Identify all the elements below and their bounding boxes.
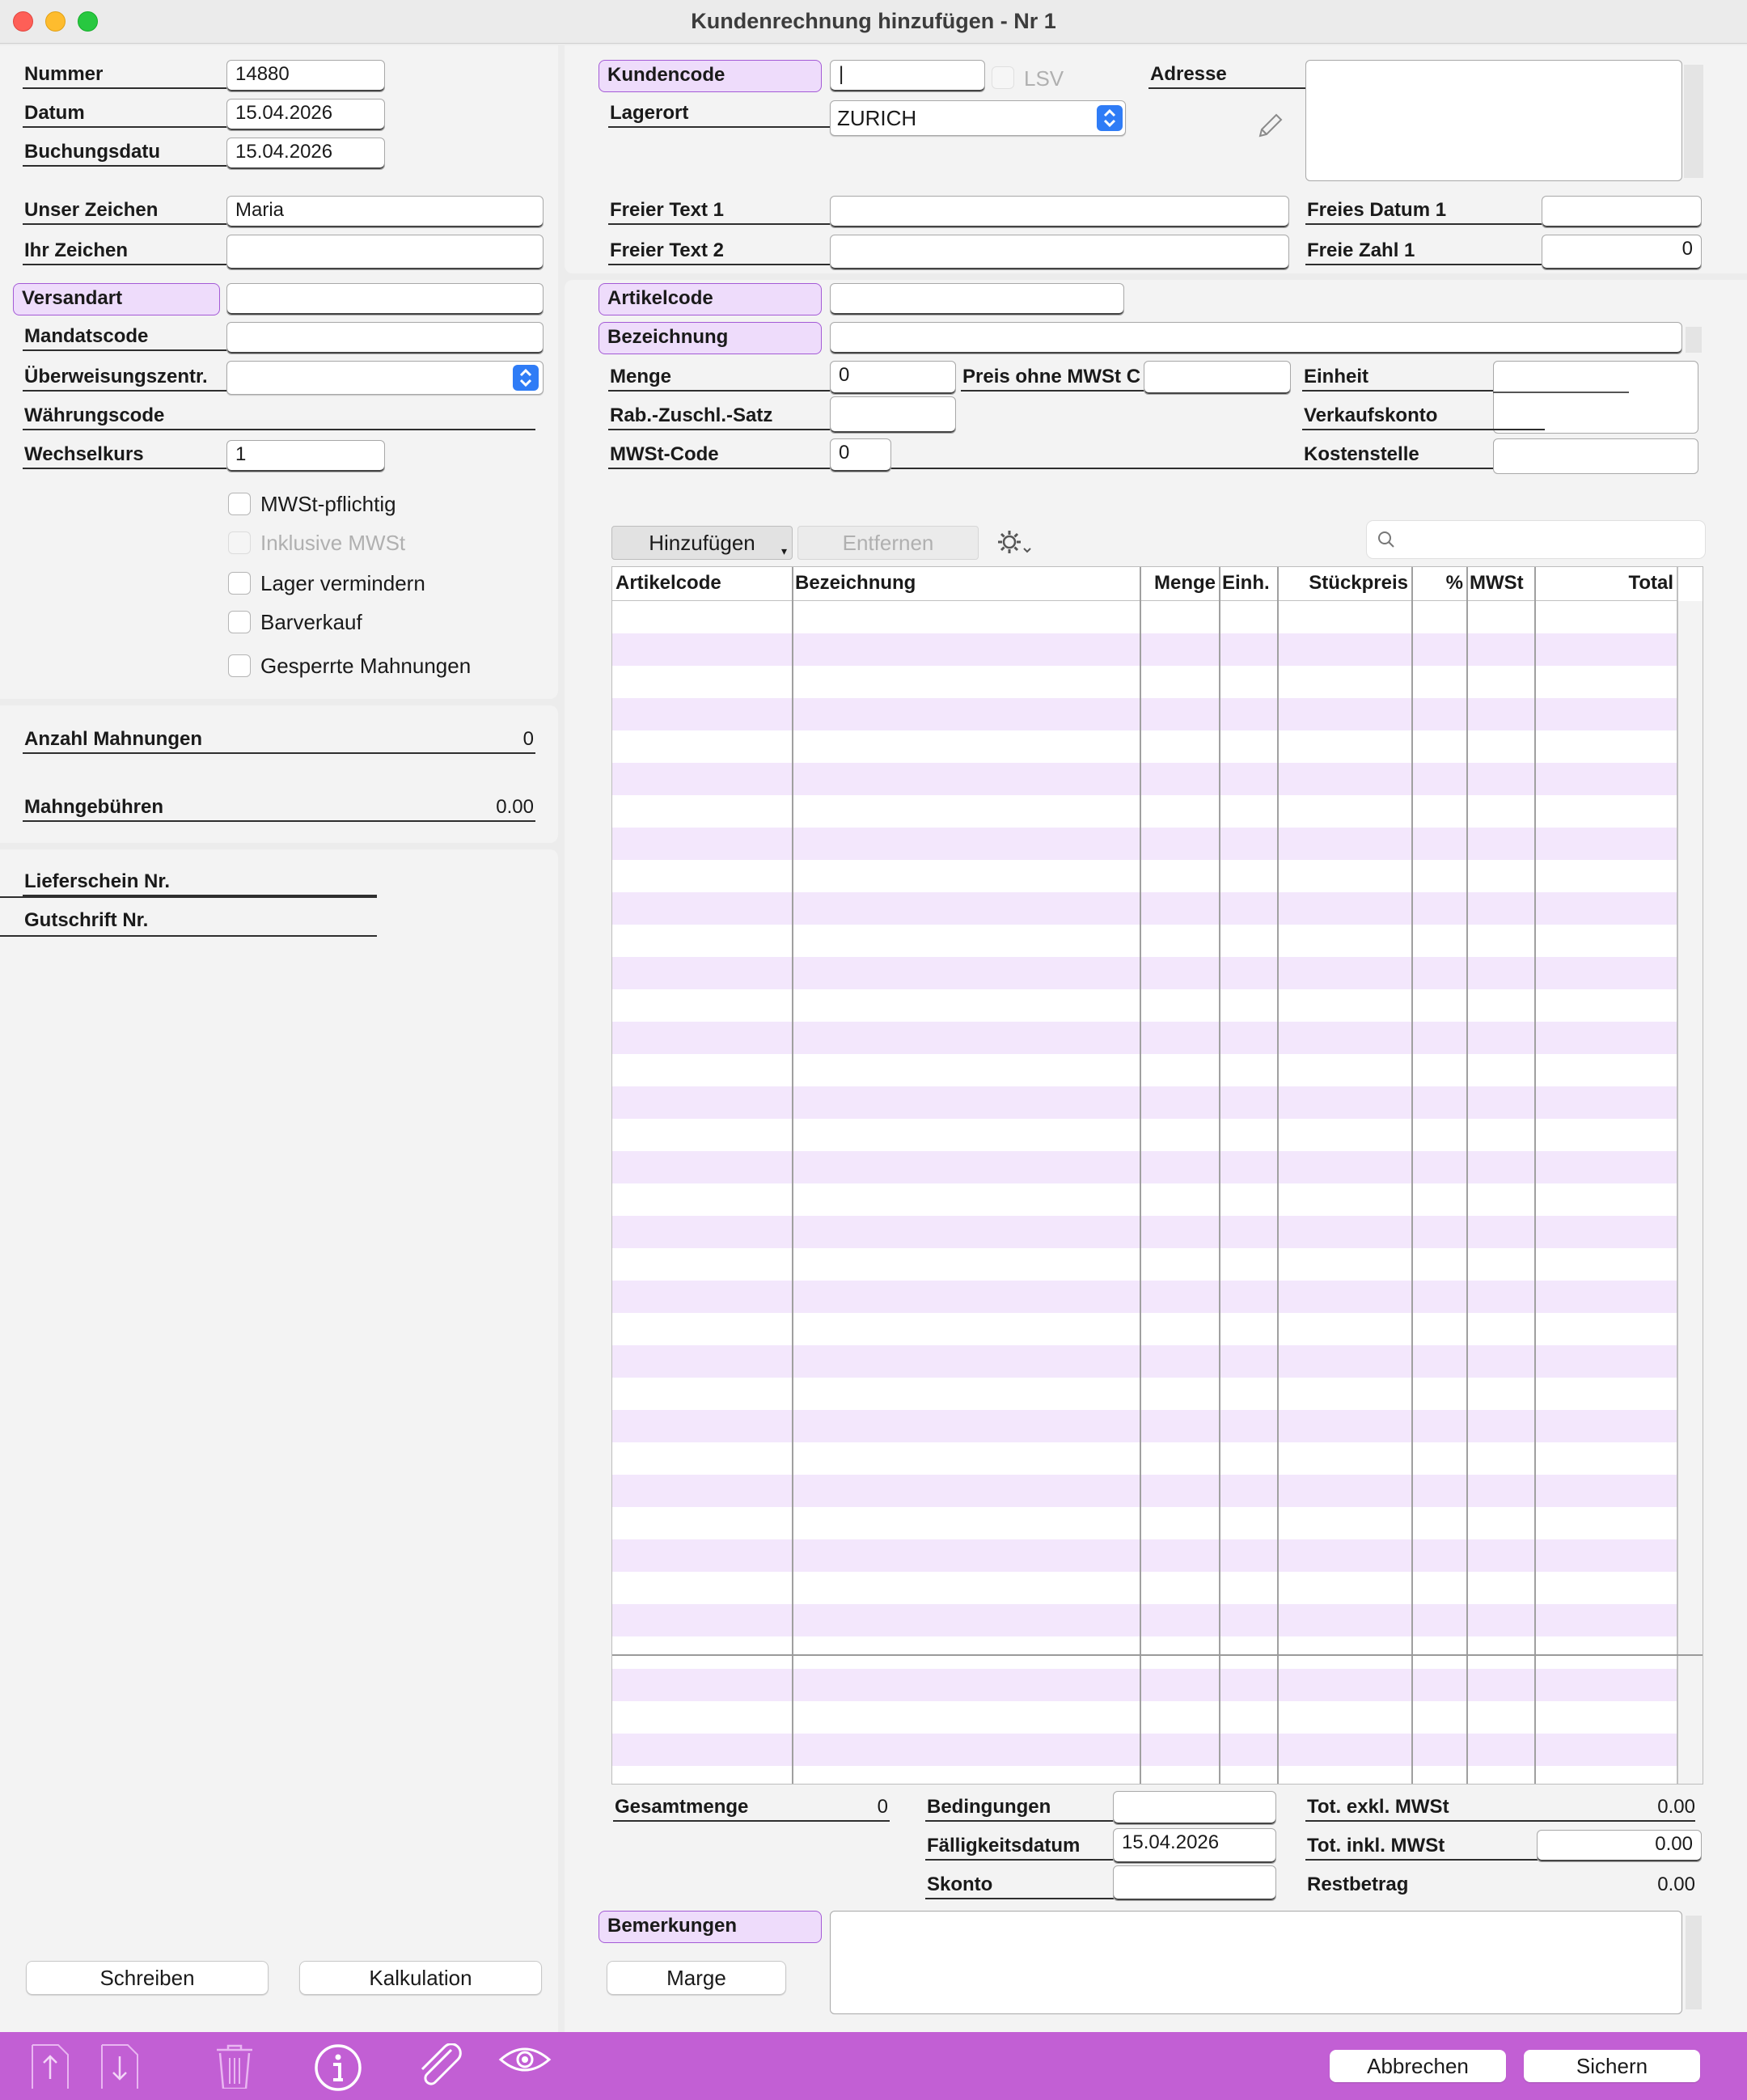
gesperrte-mahnungen-checkbox[interactable] (228, 654, 251, 677)
table-row[interactable] (612, 1119, 1677, 1151)
entfernen-button[interactable]: Entfernen (797, 526, 979, 560)
table-divider (612, 1654, 1703, 1656)
restbetrag-label: Restbetrag (1307, 1873, 1409, 1895)
verkaufskonto-label: Verkaufskonto (1302, 401, 1545, 430)
freies-datum1-label: Freies Datum 1 (1305, 196, 1548, 225)
left-bottom-panel (0, 849, 558, 2032)
lsv-checkbox[interactable] (992, 66, 1014, 89)
wechselkurs-label: Wechselkurs (23, 440, 230, 469)
einheit-label: Einheit (1302, 362, 1545, 392)
col-menge[interactable]: Menge (1153, 572, 1216, 594)
ueberweisung-label: Überweisungszentr. (23, 362, 230, 392)
col-prozent[interactable]: % (1445, 572, 1463, 594)
menge-field[interactable]: 0 (830, 361, 956, 395)
lager-vermindern-checkbox[interactable] (228, 572, 251, 595)
mahngebuehren-value: 0.00 (496, 796, 534, 818)
adresse-label: Adresse (1148, 60, 1307, 89)
nummer-field[interactable]: 14880 (226, 60, 385, 92)
unser-zeichen-label: Unser Zeichen (23, 196, 230, 225)
mwst-code-label: MWSt-Code (608, 440, 1645, 469)
rabatt-field[interactable] (830, 396, 956, 434)
table-row[interactable] (612, 1410, 1677, 1442)
table-row[interactable] (612, 828, 1677, 860)
eye-icon[interactable] (498, 2043, 552, 2089)
hinzufuegen-label: Hinzufügen (649, 531, 755, 555)
pencil-icon[interactable] (1254, 110, 1286, 142)
divider (0, 896, 377, 898)
hinzufuegen-button[interactable] (611, 526, 793, 560)
divider (0, 935, 377, 937)
lsv-label: LSV (1024, 66, 1064, 91)
table-row[interactable] (612, 1604, 1677, 1636)
table-row[interactable] (612, 1701, 1677, 1734)
table-row[interactable] (612, 957, 1677, 989)
divider (1493, 392, 1629, 393)
cancel-button[interactable]: Abbrechen (1330, 2050, 1506, 2082)
select-arrows-icon[interactable] (513, 365, 539, 391)
lager-vermindern-label: Lager vermindern (260, 571, 425, 595)
table-row[interactable] (612, 1378, 1677, 1410)
preis-label: Preis ohne MWSt C (961, 362, 1145, 392)
column-divider (1466, 567, 1468, 1784)
col-total[interactable]: Total (1628, 572, 1673, 594)
lagerort-value: ZURICH (837, 106, 917, 130)
kalkulation-button[interactable]: Kalkulation (299, 1961, 542, 1995)
table-row[interactable] (612, 860, 1677, 892)
table-row[interactable] (612, 925, 1677, 957)
tot-exkl-label: Tot. exkl. MWSt (1305, 1793, 1695, 1822)
waehrungscode-label: Währungscode (23, 401, 535, 430)
freie-zahl1-label: Freie Zahl 1 (1305, 236, 1548, 265)
trash-icon[interactable] (212, 2043, 257, 2089)
datum-field[interactable]: 15.04.2026 (226, 99, 385, 131)
freie-zahl1-field[interactable]: 0 (1542, 235, 1702, 270)
inklusive-mwst-checkbox[interactable] (228, 531, 251, 554)
unser-zeichen-field[interactable]: Maria (226, 196, 544, 228)
table-row[interactable] (612, 730, 1677, 763)
bemerkungen-label[interactable]: Bemerkungen (599, 1911, 822, 1943)
mandatscode-field[interactable] (226, 322, 544, 354)
gesperrte-mahnungen-label: Gesperrte Mahnungen (260, 654, 472, 678)
search-input[interactable] (1367, 521, 1705, 558)
barverkauf-checkbox[interactable] (228, 611, 251, 633)
freier-text2-field[interactable] (830, 235, 1289, 270)
table-row[interactable] (612, 989, 1677, 1022)
table-row[interactable] (612, 795, 1677, 828)
tot-inkl-field[interactable]: 0.00 (1537, 1830, 1702, 1862)
info-icon[interactable] (314, 2043, 359, 2089)
mwst-pflichtig-checkbox[interactable] (228, 493, 251, 515)
versandart-label[interactable]: Versandart (13, 283, 220, 315)
paperclip-icon[interactable] (416, 2043, 461, 2089)
nummer-label: Nummer (23, 60, 230, 89)
table-row[interactable] (612, 1507, 1677, 1539)
table-row[interactable] (612, 892, 1677, 925)
gesamtmenge-value: 0 (877, 1796, 888, 1818)
adresse-field[interactable] (1305, 60, 1682, 181)
table-row[interactable] (612, 1183, 1677, 1216)
table-row[interactable] (612, 1734, 1677, 1766)
freies-datum1-field[interactable] (1542, 196, 1702, 228)
artikelcode-field[interactable] (830, 283, 1124, 315)
bemerkungen-scrollbar[interactable] (1686, 1916, 1702, 2009)
marge-button[interactable]: Marge (607, 1961, 786, 1995)
skonto-field[interactable] (1113, 1865, 1276, 1901)
buchungsdatum-label: Buchungsdatu (23, 138, 230, 167)
table-row[interactable] (612, 1216, 1677, 1248)
bezeichnung-field[interactable] (830, 322, 1682, 354)
save-button[interactable]: Sichern (1524, 2050, 1700, 2082)
gear-icon[interactable] (993, 524, 1037, 561)
table-row[interactable] (612, 601, 1677, 633)
ihr-zeichen-label: Ihr Zeichen (23, 236, 230, 265)
table-row[interactable] (612, 698, 1677, 730)
lagerort-label: Lagerort (608, 99, 831, 128)
menge-label: Menge (608, 362, 831, 392)
faelligkeit-label: Fälligkeitsdatum (925, 1831, 1275, 1861)
window-title: Kundenrechnung hinzufügen - Nr 1 (691, 9, 1056, 33)
table-row[interactable] (612, 1539, 1677, 1572)
skonto-label: Skonto (925, 1870, 1275, 1899)
column-divider (1219, 567, 1220, 1784)
bezeichnung-scrollbar[interactable] (1686, 327, 1702, 353)
table-row[interactable] (612, 1345, 1677, 1378)
lieferschein-label: Lieferschein Nr. (23, 867, 377, 896)
table-scrollbar[interactable] (1678, 601, 1703, 1784)
dropdown-caret-icon: ▾ (780, 544, 787, 557)
table-row[interactable] (612, 1572, 1677, 1604)
table-row[interactable] (612, 1151, 1677, 1183)
gesamtmenge-label: Gesamtmenge (613, 1793, 890, 1822)
column-divider (1534, 567, 1536, 1784)
search-icon (1377, 530, 1396, 549)
col-mwst[interactable]: MWSt (1470, 572, 1524, 594)
adresse-scrollbar[interactable] (1684, 65, 1703, 178)
barverkauf-label: Barverkauf (260, 610, 362, 634)
bedingungen-field[interactable] (1113, 1791, 1276, 1825)
table-row[interactable] (612, 1442, 1677, 1475)
datum-label: Datum (23, 99, 230, 128)
lagerort-select[interactable] (830, 100, 1126, 136)
mahngebuehren-label: Mahngebühren (23, 793, 535, 822)
column-divider (1411, 567, 1413, 1784)
table-row[interactable] (612, 1669, 1677, 1701)
ueberweisung-select[interactable] (226, 361, 544, 395)
table-row[interactable] (612, 763, 1677, 795)
kundencode-label[interactable]: Kundencode (599, 60, 822, 92)
table-row[interactable] (612, 1313, 1677, 1345)
table-row[interactable] (612, 1475, 1677, 1507)
invoice-table[interactable] (611, 566, 1703, 1785)
tot-exkl-value: 0.00 (1657, 1796, 1695, 1818)
mandatscode-label: Mandatscode (23, 322, 230, 351)
kostenstelle-field[interactable] (1493, 438, 1698, 474)
upload-icon[interactable] (27, 2043, 73, 2089)
table-row[interactable] (612, 1281, 1677, 1313)
column-divider (1140, 567, 1141, 1784)
freier-text1-label: Freier Text 1 (608, 196, 831, 225)
tot-inkl-label: Tot. inkl. MWSt (1305, 1831, 1548, 1861)
wechselkurs-field[interactable]: 1 (226, 440, 385, 472)
schreiben-button[interactable]: Schreiben (26, 1961, 269, 1995)
table-row[interactable] (612, 666, 1677, 698)
table-row[interactable] (612, 633, 1677, 666)
table-row[interactable] (612, 1086, 1677, 1119)
rabatt-label: Rab.-Zuschl.-Satz (608, 401, 831, 430)
bezeichnung-label[interactable]: Bezeichnung (599, 322, 822, 354)
preis-field[interactable] (1144, 361, 1291, 395)
kostenstelle-label: Kostenstelle (1304, 443, 1419, 465)
table-row[interactable] (612, 1636, 1677, 1669)
mwst-pflichtig-label: MWSt-pflichtig (260, 492, 396, 516)
freier-text2-label: Freier Text 2 (608, 236, 831, 265)
col-einheit[interactable]: Einh. (1222, 572, 1270, 594)
artikelcode-label[interactable]: Artikelcode (599, 283, 822, 315)
bemerkungen-field[interactable] (830, 1911, 1682, 2014)
ihr-zeichen-field[interactable] (226, 235, 544, 270)
kundencode-field[interactable]: | (830, 60, 985, 92)
col-bezeichnung[interactable]: Bezeichnung (795, 572, 916, 594)
table-row[interactable] (612, 1022, 1677, 1054)
versandart-field[interactable] (226, 283, 544, 315)
inklusive-mwst-label: Inklusive MWSt (260, 531, 406, 555)
faelligkeit-field[interactable]: 15.04.2026 (1113, 1828, 1276, 1864)
anzahl-mahnungen-label: Anzahl Mahnungen (23, 725, 535, 754)
col-artikelcode[interactable]: Artikelcode (615, 572, 721, 594)
restbetrag-value: 0.00 (1657, 1873, 1695, 1895)
select-arrows-icon[interactable] (1097, 105, 1123, 131)
gutschrift-label: Gutschrift Nr. (24, 909, 149, 931)
buchungsdatum-field[interactable]: 15.04.2026 (226, 138, 385, 170)
mwst-code-field[interactable]: 0 (830, 438, 891, 472)
table-row[interactable] (612, 1054, 1677, 1086)
anzahl-mahnungen-value: 0 (522, 728, 534, 750)
table-row[interactable] (612, 1248, 1677, 1281)
column-divider (792, 567, 793, 1784)
download-icon[interactable] (97, 2043, 142, 2089)
col-stueckpreis[interactable]: Stückpreis (1309, 572, 1408, 594)
bedingungen-label: Bedingungen (925, 1793, 1275, 1822)
column-divider (1277, 567, 1279, 1784)
freier-text1-field[interactable] (830, 196, 1289, 228)
